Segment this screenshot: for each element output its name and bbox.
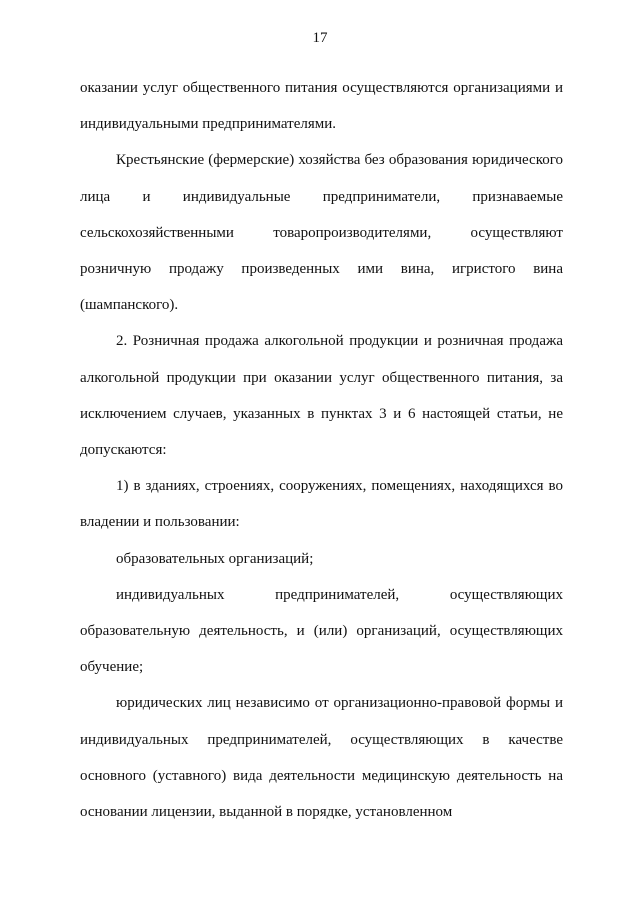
document-body (80, 70, 563, 830)
paragraph-legal-entities-medical: юридических лиц независимо от организационно-правовой формы и индивидуальных предпринимателей, осуществляющих в качестве основного (уставного) вида деятельности медицинскую деятельность на основании лицензии, выданной в порядке, установленном (80, 695, 563, 821)
paragraph-item-2: 2. Розничная продажа алкогольной продукции и розничная продажа алкогольной продукции при оказании услуг общественного питания, за исключением случаев, указанных в пунктах 3 и 6 настоящей статьи, не допускаются: (80, 333, 563, 459)
paragraph-subitem-1: 1) в зданиях, строениях, сооружениях, помещениях, находящихся во владении и пользовании: (80, 478, 563, 531)
page-number: 17 (312, 30, 328, 46)
paragraph-educational-orgs: образовательных организаций; (116, 550, 314, 567)
paragraph-entrepreneurs-education: индивидуальных предпринимателей, осуществляющих образовательную деятельность, и (или) организаций, осуществляющих обучение; (80, 586, 563, 676)
paragraph-farm-households: Крестьянские (фермерские) хозяйства без образования юридического лица и индивидуальные предприниматели, признаваемые сельскохозяйственными товаропроизводителями, осуществляют розничную продажу произведенных ими вина, игристого вина (шампанского). (80, 152, 563, 314)
paragraph-continuation: оказании услуг общественного питания осуществляются организациями и индивидуальными предпринимателями. (80, 80, 563, 133)
